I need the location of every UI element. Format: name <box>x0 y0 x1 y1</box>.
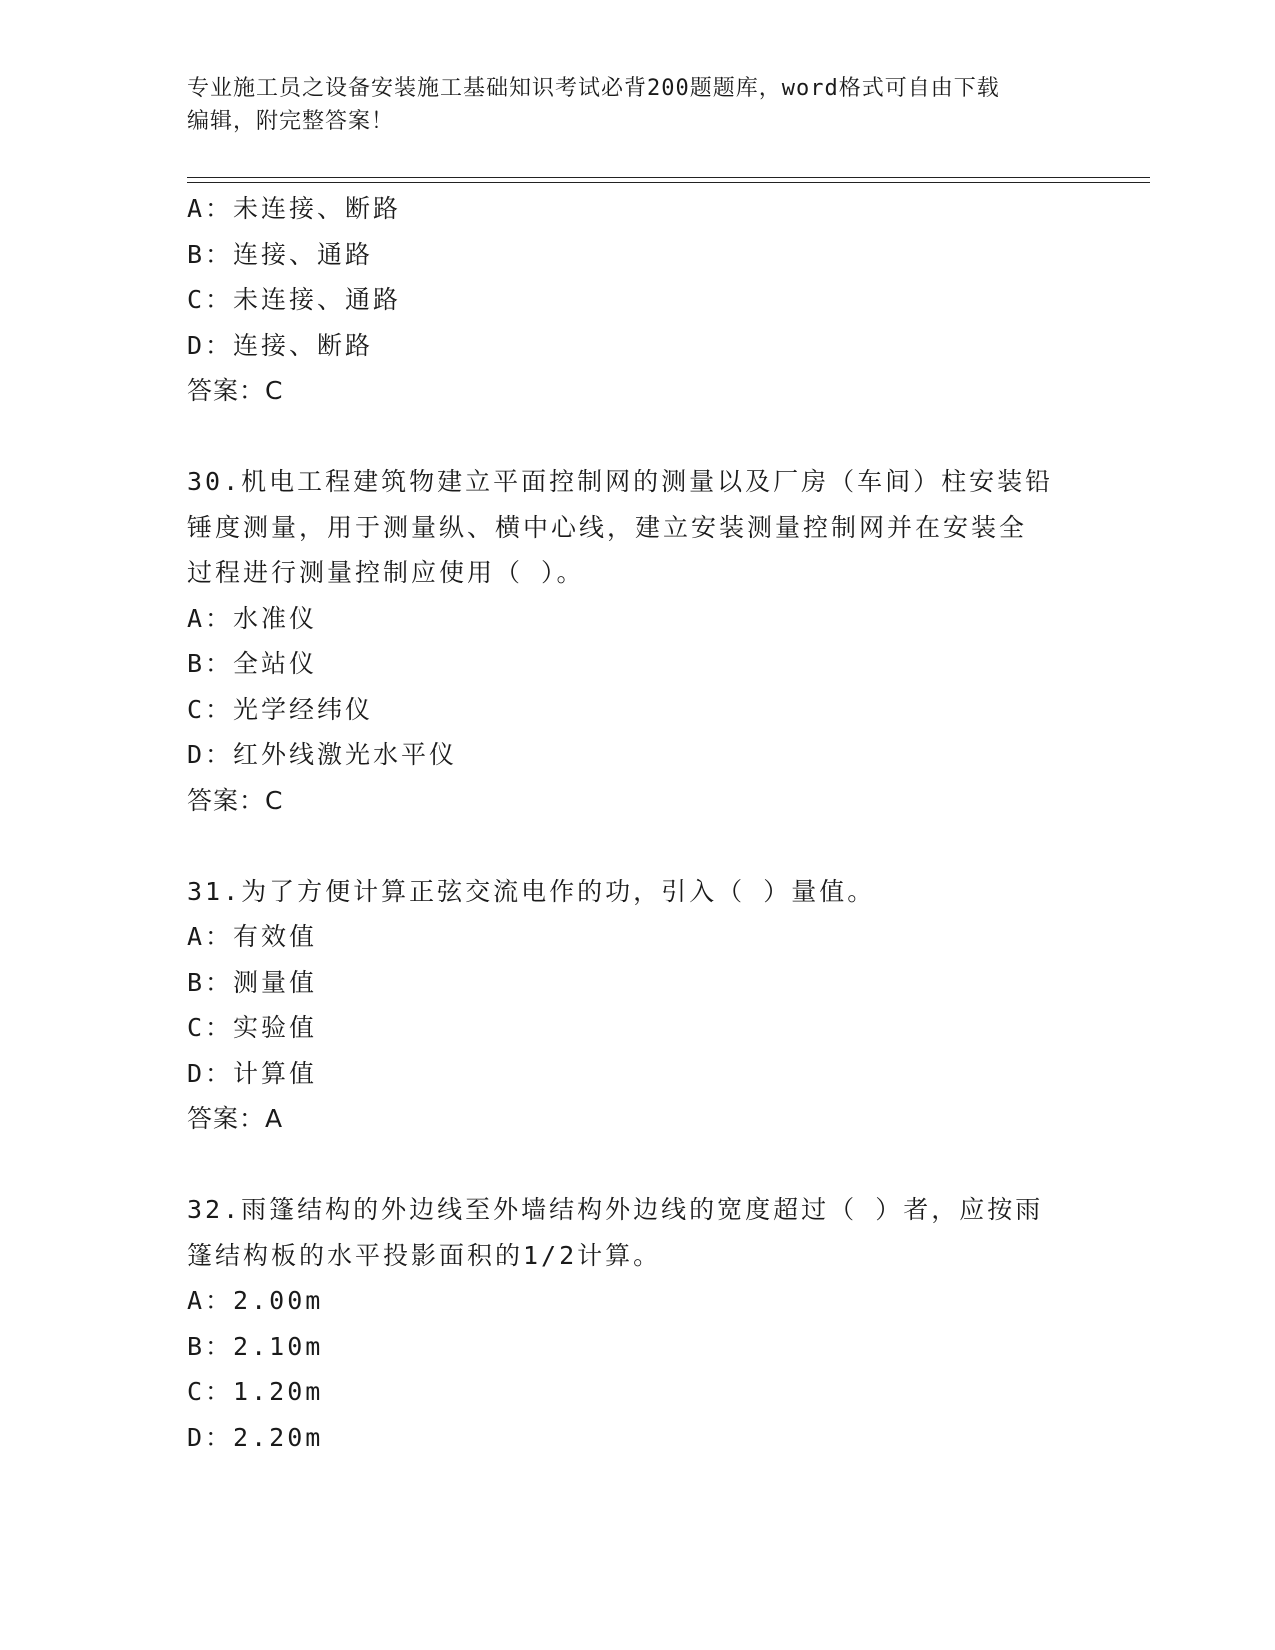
question-block-29 <box>187 186 1087 414</box>
option-b: B：全站仪 <box>187 649 318 678</box>
option-b: B：测量值 <box>187 967 318 997</box>
question-text-line: 30.机电工程建筑物建立平面控制网的测量以及厂房（车间）柱安装铅 <box>187 467 1054 496</box>
option-c: C：1.20m <box>187 1377 324 1406</box>
option-a: A：未连接、断路 <box>187 194 402 223</box>
question-block-31 <box>187 869 1087 1142</box>
option-d: D：计算值 <box>187 1058 318 1088</box>
question-block-32 <box>187 1187 1087 1460</box>
answer-line: 答案：A <box>187 1104 284 1133</box>
answer-line: 答案：C <box>187 785 284 815</box>
option-d: D：2.20m <box>187 1422 324 1452</box>
option-d: D：红外线激光水平仪 <box>187 740 458 769</box>
question-text-line: 31.为了方便计算正弦交流电作的功，引入（ ）量值。 <box>187 876 876 906</box>
spacer <box>187 823 1087 869</box>
header-title-line-1: 专业施工员之设备安装施工基础知识考试必背200题题库，word格式可自由下载 <box>187 76 1000 101</box>
header-divider-top <box>187 177 1150 178</box>
answer-line: 答案：C <box>187 376 284 405</box>
document-header <box>187 72 1087 138</box>
header-divider-bottom <box>187 182 1150 183</box>
question-block-30 <box>187 459 1087 823</box>
question-content <box>187 186 1087 1460</box>
option-d: D：连接、断路 <box>187 330 374 360</box>
option-b: B：2.10m <box>187 1331 324 1361</box>
option-c: C：实验值 <box>187 1013 318 1042</box>
option-c: C：光学经纬仪 <box>187 694 374 724</box>
option-b: B：连接、通路 <box>187 239 374 269</box>
option-a: A：有效值 <box>187 922 318 951</box>
option-c: C：未连接、通路 <box>187 285 402 314</box>
question-text-line: 篷结构板的水平投影面积的1/2计算。 <box>187 1240 662 1270</box>
spacer <box>187 414 1087 460</box>
question-text-line: 32.雨篷结构的外边线至外墙结构外边线的宽度超过（ ）者，应按雨 <box>187 1195 1044 1224</box>
question-text-line: 过程进行测量控制应使用（ ）。 <box>187 558 585 587</box>
question-text-line: 锤度测量，用于测量纵、横中心线，建立安装测量控制网并在安装全 <box>187 512 1028 542</box>
header-title-line-2: 编辑，附完整答案！ <box>187 109 395 134</box>
spacer <box>187 1142 1087 1188</box>
option-a: A：水准仪 <box>187 603 318 633</box>
option-a: A：2.00m <box>187 1286 324 1315</box>
